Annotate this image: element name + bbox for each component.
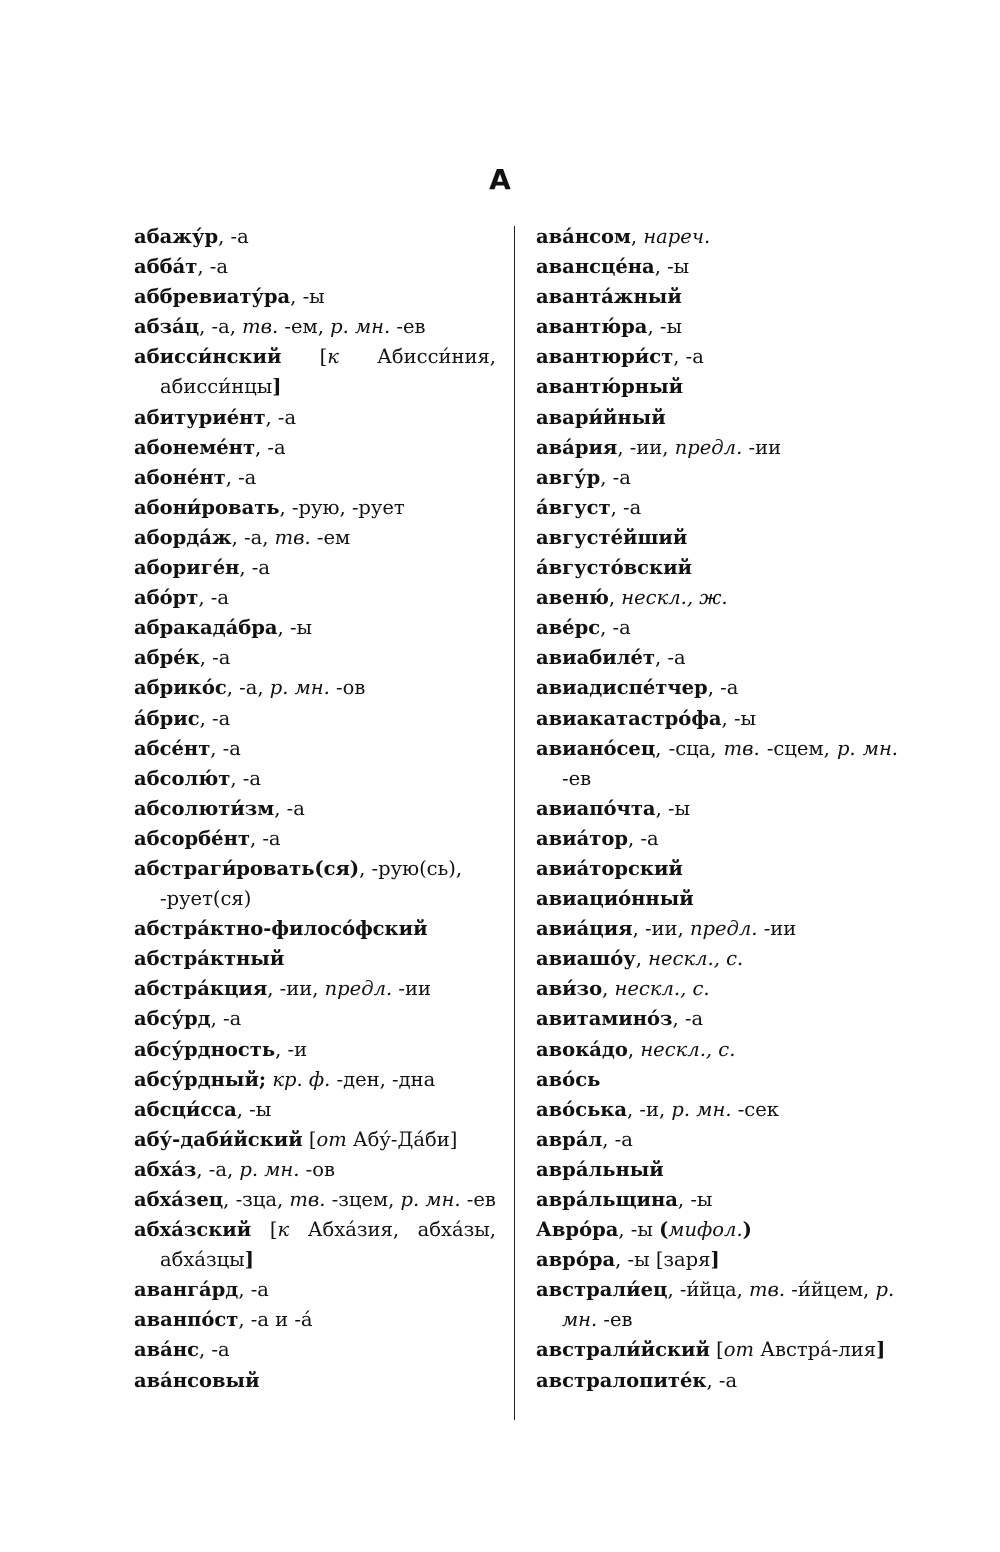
dictionary-entry (134, 1366, 496, 1396)
grammar-label: мифол. (668, 1218, 743, 1242)
headword: австрали́йский (536, 1338, 710, 1362)
bracket: ] (876, 1338, 886, 1362)
headword: абсци́сса (134, 1097, 237, 1121)
entry-text: , -а (600, 616, 631, 640)
entry-text: , -и (275, 1037, 308, 1061)
headword: а́вгуст (536, 495, 611, 519)
headword: авиашо́у (536, 947, 636, 971)
dictionary-entry (536, 252, 898, 282)
entry-text: , -и, (627, 1097, 672, 1121)
grammar-label: р. мн. (330, 315, 391, 339)
grammar-label: р. мн. (671, 1097, 732, 1121)
entry-text: , -а (239, 556, 270, 580)
entry-text: , -рую(сь), -рует(ся) (160, 856, 463, 911)
dictionary-entry (536, 403, 898, 433)
headword: ава́рия (536, 435, 618, 459)
entry-text: -ии (742, 435, 782, 459)
entry-text: , -рую, -рует (279, 495, 405, 519)
headword: ави́зо (536, 977, 603, 1001)
dictionary-entry (134, 944, 496, 974)
dictionary-entry (134, 794, 496, 824)
grammar-label: нескл., с. (648, 947, 744, 971)
entry-text: , -а (218, 225, 249, 248)
grammar-label: нескл., с. (614, 977, 710, 1001)
bracket: ) (742, 1218, 752, 1242)
headword: аво́сь (536, 1067, 601, 1091)
entry-text: , -ы (290, 285, 325, 309)
grammar-label: от (316, 1127, 347, 1151)
headword: абха́зец (134, 1188, 224, 1211)
dictionary-entry (134, 1275, 496, 1305)
headword: або́рт (134, 586, 199, 610)
headword: абсолю́т (134, 766, 231, 790)
headword: аборда́ж (134, 525, 232, 549)
entry-text: -сцем, (759, 736, 837, 760)
dictionary-entry (536, 1185, 898, 1215)
dictionary-entry (536, 854, 898, 884)
entry-text: , -а, (196, 1157, 240, 1181)
entry-text: , -ии, (632, 917, 690, 941)
dictionary-entry (134, 764, 496, 794)
headword: а́вгусто́вский (536, 556, 693, 580)
grammar-label: нескл., ж. (621, 586, 728, 610)
grammar-label: от (723, 1338, 755, 1362)
dictionary-entry (536, 493, 898, 523)
headword: авантю́ра (536, 315, 648, 339)
dictionary-entry (536, 884, 898, 914)
dictionary-entry (536, 914, 898, 944)
entry-text: , -ы (677, 1188, 713, 1211)
dictionary-entry (134, 463, 496, 493)
dictionary-entry (134, 403, 496, 433)
entry-text: , -а (602, 1127, 633, 1151)
entry-text: -ов (299, 1157, 335, 1181)
dictionary-entry (536, 553, 898, 583)
entry-text: , -сца, (655, 736, 724, 760)
dictionary-entry (536, 463, 898, 493)
entry-text: , -а (225, 465, 257, 489)
entry-text: , -а (610, 495, 642, 519)
dictionary-entry (536, 1215, 898, 1245)
headword: абитурие́нт (134, 405, 266, 429)
dictionary-entry (134, 1035, 496, 1065)
headword: авра́л (536, 1127, 603, 1151)
headword: аво́ська (536, 1097, 628, 1121)
headword: абба́т (134, 255, 198, 279)
headword: абсе́нт (134, 736, 211, 760)
dictionary-entry (134, 523, 496, 553)
entry-text: [ (709, 1338, 724, 1362)
grammar-label: нареч. (643, 225, 711, 248)
headword: абсу́рдный; (134, 1067, 267, 1091)
dictionary-entry (536, 1065, 898, 1095)
headword: авиа́ция (536, 917, 633, 941)
entry-text: , -ы (647, 315, 682, 339)
headword: авансце́на (536, 255, 655, 279)
grammar-label: тв. (289, 1188, 326, 1211)
entry-text: [ (281, 345, 328, 369)
headword: авитамино́з (536, 1007, 673, 1031)
dictionary-entry (134, 824, 496, 854)
grammar-label: к (277, 1218, 290, 1242)
entry-text: -ев (597, 1308, 633, 1332)
dictionary-entry (536, 643, 898, 673)
entry-text: , -а (707, 676, 739, 700)
headword: ава́нс (134, 1338, 199, 1362)
entry-text: [ (251, 1218, 278, 1242)
dictionary-entry (536, 523, 898, 553)
headword: авиапо́чта (536, 796, 656, 820)
headword: абстра́кция (134, 977, 268, 1001)
dictionary-entry (536, 1366, 898, 1396)
dictionary-entry (536, 1245, 898, 1275)
entry-text: , -а (655, 646, 686, 670)
dictionary-entry (536, 824, 898, 854)
grammar-label: тв. (274, 525, 311, 549)
headword: авиацио́нный (536, 887, 694, 911)
entry-text: , -а (672, 1007, 704, 1031)
entry-text: , -а (210, 736, 241, 760)
headword: абу́-даби́йский (134, 1127, 303, 1151)
headword: абха́зский (134, 1218, 252, 1242)
headword: абстраги́ровать(ся) (134, 856, 360, 880)
entry-text: Австра́-лия (754, 1338, 877, 1362)
entry-text: , -а (628, 826, 659, 850)
grammar-label: к (327, 345, 339, 369)
headword: аббревиату́ра (134, 285, 291, 309)
dictionary-entry (134, 643, 496, 673)
dictionary-entry (134, 222, 496, 252)
dictionary-entry (134, 734, 496, 764)
dictionary-entry (536, 312, 898, 342)
headword: абрико́с (134, 676, 227, 700)
entry-text: , -а, (231, 525, 275, 549)
dictionary-entry (536, 1125, 898, 1155)
entry-text: -ии (757, 917, 797, 941)
headword: абисси́нский (134, 345, 282, 369)
grammar-label: предл. (324, 977, 393, 1001)
entry-text: , -ии, (617, 435, 675, 459)
entry-text: Абха́зия, абха́зы, абха́зцы (160, 1218, 496, 1272)
dictionary-entry (134, 1155, 496, 1185)
dictionary-entry (536, 1155, 898, 1185)
headword: австралопите́к (536, 1368, 707, 1392)
dictionary-entry (134, 854, 496, 914)
headword: абони́ровать (134, 495, 280, 519)
entry-text: -зцем, (325, 1188, 401, 1211)
entry-text: , -а (255, 435, 286, 459)
dictionary-entry (536, 704, 898, 734)
grammar-label: тв. (748, 1278, 786, 1302)
grammar-label: предл. (689, 917, 758, 941)
headword: авиакатастро́фа (536, 706, 722, 730)
dictionary-entry (536, 433, 898, 463)
dictionary-entry (134, 252, 496, 282)
headword: абонеме́нт (134, 435, 256, 459)
entry-text: , (630, 225, 644, 248)
grammar-label: кр. ф. (272, 1067, 331, 1091)
headword: авро́ра (536, 1248, 616, 1272)
headword: авари́йный (536, 405, 666, 429)
entry-text: , (635, 947, 649, 971)
headword: аванта́жный (536, 285, 682, 309)
dictionary-entry (536, 583, 898, 613)
entry-text: , -а (706, 1368, 738, 1392)
headword: авра́льный (536, 1157, 664, 1181)
dictionary-entry (536, 794, 898, 824)
entry-text: -ем (310, 525, 351, 549)
dictionary-entry (134, 493, 496, 523)
entry-text: , -ы (654, 255, 690, 279)
grammar-label: р. мн. (562, 1278, 895, 1332)
dictionary-entry (536, 1035, 898, 1065)
entry-text: -ев (390, 315, 426, 339)
entry-text: Абисси́ния, абисси́нцы (160, 345, 496, 399)
dictionary-entry (134, 1215, 496, 1275)
headword: абажу́р (134, 225, 219, 248)
dictionary-entry (536, 1275, 898, 1335)
headword: абстра́ктно-филосо́фский (134, 917, 428, 941)
entry-text: , -а (210, 1007, 242, 1031)
dictionary-entry (134, 1335, 496, 1365)
headword: а́брис (134, 706, 200, 730)
entry-text: , -зца, (223, 1188, 290, 1211)
dictionary-entry (134, 613, 496, 643)
headword: авиабиле́т (536, 646, 655, 670)
dictionary-entry (536, 1004, 898, 1034)
entry-text: , -ы [заря (615, 1248, 711, 1272)
entry-text: , -а (238, 1278, 269, 1302)
dictionary-entry (134, 433, 496, 463)
entry-text: , -а (199, 706, 231, 730)
entry-text: , -а (265, 405, 297, 429)
entry-text: , -а и -а́ (238, 1308, 313, 1332)
headword: аванпо́ст (134, 1308, 239, 1332)
dictionary-entry (134, 1004, 496, 1034)
right-column (536, 222, 898, 1396)
dictionary-entry (536, 974, 898, 1004)
dictionary-entry (536, 342, 898, 372)
grammar-label: р. мн. (836, 736, 898, 760)
headword: аве́рс (536, 616, 601, 640)
headword: абстра́ктный (134, 947, 285, 971)
grammar-label: р. мн. (239, 1157, 300, 1181)
entry-text: , -а (198, 586, 229, 610)
dictionary-entry (134, 312, 496, 342)
headword: абсу́рдность (134, 1037, 276, 1061)
grammar-label: тв. (723, 736, 760, 760)
grammar-label: тв. (242, 315, 279, 339)
bracket: ] (244, 1248, 254, 1272)
entry-text: , -ии, (267, 977, 325, 1001)
grammar-label: р. мн. (400, 1188, 461, 1211)
dictionary-entry (134, 342, 496, 402)
entry-text: , -а (198, 1338, 230, 1362)
column-divider (514, 226, 515, 1420)
entry-text: , -ы (655, 796, 691, 820)
entry-text: [ (302, 1127, 317, 1151)
dictionary-entry (134, 1065, 496, 1095)
dictionary-entry (536, 1335, 898, 1365)
headword: авантю́рный (536, 375, 684, 399)
grammar-label: предл. (674, 435, 743, 459)
dictionary-entry (134, 1185, 496, 1215)
headword: Авро́ра (536, 1218, 619, 1242)
headword: австрали́ец (536, 1278, 668, 1302)
entry-text: , -а (230, 766, 261, 790)
dictionary-entry (134, 914, 496, 944)
headword: авиадиспе́тчер (536, 676, 708, 700)
dictionary-entry (134, 974, 496, 1004)
headword: августе́йший (536, 525, 688, 549)
headword: авока́до (536, 1037, 628, 1061)
dictionary-entry (536, 734, 898, 794)
dictionary-entry (536, 613, 898, 643)
entry-text: , -ы (618, 1218, 660, 1242)
headword: авиа́тор (536, 826, 629, 850)
dictionary-entry (134, 704, 496, 734)
headword: ава́нсом (536, 225, 631, 248)
dictionary-entry (536, 282, 898, 312)
bracket: ( (659, 1218, 669, 1242)
headword: авра́льщина (536, 1188, 678, 1211)
entry-text: -ден, -дна (330, 1067, 436, 1091)
left-column (134, 222, 496, 1396)
entry-text: -ии (392, 977, 431, 1001)
headword: аванга́рд (134, 1278, 239, 1302)
headword: абоне́нт (134, 465, 226, 489)
dictionary-entry (536, 372, 898, 402)
entry-text: , -а (249, 826, 281, 850)
headword: авиано́сец (536, 736, 656, 760)
dictionary-entry (134, 1305, 496, 1335)
entry-text: -ов (329, 676, 366, 700)
dictionary-entry (134, 673, 496, 703)
dictionary-entry (134, 282, 496, 312)
dictionary-entry (536, 673, 898, 703)
entry-text: , -а, (199, 315, 243, 339)
dictionary-entry (134, 1095, 496, 1125)
dictionary-entry (536, 222, 898, 252)
headword: авеню́ (536, 586, 609, 610)
dictionary-entry (536, 1095, 898, 1125)
entry-text: , -а (673, 345, 704, 369)
headword: авгу́р (536, 465, 601, 489)
entry-text: -сек (731, 1097, 779, 1121)
grammar-label: р. мн. (269, 676, 330, 700)
headword: абсолюти́зм (134, 796, 275, 820)
entry-text: , -ы (277, 616, 313, 640)
headword: абракада́бра (134, 616, 278, 640)
entry-text: -и́йцем, (785, 1278, 876, 1302)
headword: абсу́рд (134, 1007, 211, 1031)
headword: ава́нсовый (134, 1368, 260, 1392)
bracket: ] (272, 375, 282, 399)
headword: абза́ц (134, 315, 200, 339)
dictionary-entry (536, 944, 898, 974)
entry-text: -ем, (278, 315, 331, 339)
entry-text: , -ы (236, 1097, 272, 1121)
dictionary-entry (134, 1125, 496, 1155)
headword: авиа́торский (536, 856, 683, 880)
bracket: ] (710, 1248, 720, 1272)
grammar-label: нескл., с. (640, 1037, 736, 1061)
entry-text: , (602, 977, 615, 1001)
headword: абсорбе́нт (134, 826, 250, 850)
entry-text: , (608, 586, 622, 610)
entry-text: , -а (197, 255, 228, 279)
entry-text: , -и́йца, (667, 1278, 749, 1302)
entry-text: , -а (199, 646, 231, 670)
headword: абре́к (134, 646, 200, 670)
entry-text: -ев (562, 766, 592, 790)
dictionary-entry (134, 583, 496, 613)
entry-text: , -ы (721, 706, 757, 730)
headword: авантюри́ст (536, 345, 674, 369)
entry-text: , -а (274, 796, 305, 820)
entry-text: , -а (600, 465, 631, 489)
entry-text: , (627, 1037, 641, 1061)
section-letter: А (489, 163, 511, 196)
entry-text: -ев (460, 1188, 496, 1211)
headword: абха́з (134, 1157, 197, 1181)
entry-text: , -а, (226, 676, 270, 700)
dictionary-entry (134, 553, 496, 583)
headword: абориге́н (134, 556, 240, 580)
entry-text: Абу́-Да́би] (346, 1127, 458, 1151)
